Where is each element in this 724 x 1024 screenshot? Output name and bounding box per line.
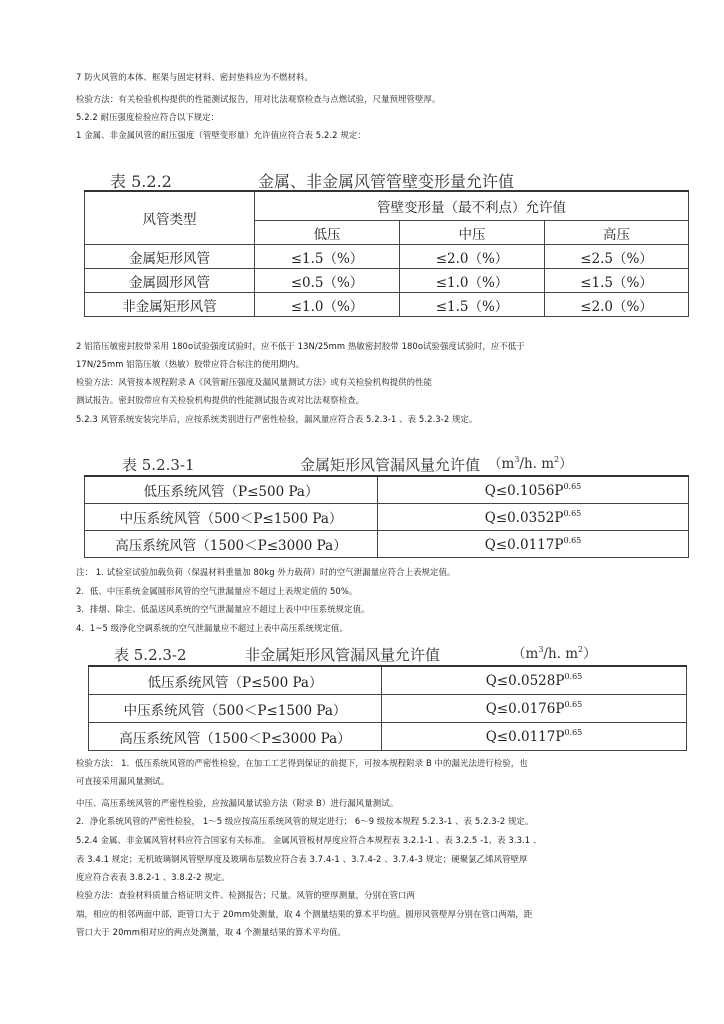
text-line: 5.2.2 耐压强度检验应符合以下规定： <box>76 112 220 122</box>
text-line: 可直接采用漏风量测试。 <box>76 776 170 786</box>
table-cell: 高压系统风管（1500＜P≤3000 Pa） <box>89 723 382 751</box>
column-group-header: 管壁变形量（最不利点）允许值 <box>255 191 689 221</box>
column-header: 高压 <box>545 221 689 245</box>
text-line: 17N/25mm 铝箔压敏（热敏）胶带应符合标注的使用期内。 <box>76 359 305 369</box>
text-line: 检验方法：风管按本规程附录 A《风管耐压强度及漏风量测试方法》或有关检验机构提供的性能 <box>76 377 433 387</box>
text-line: 5.2.3 风管系统安装完毕后，应按系统类别进行严密性检验，漏风量应符合表 5.2.3-1 、表 5.2.3-2 规定。 <box>76 414 478 424</box>
text-line: 2．低、中压系统金属圆形风管的空气泄漏量应不超过上表规定值的 50%。 <box>76 586 358 596</box>
nonmetal-leakage-table <box>88 665 687 751</box>
table-row <box>89 666 687 695</box>
table-cell: ≤1.5（%） <box>255 245 400 269</box>
table-cell: ≤1.0（%） <box>255 293 400 317</box>
table-cell: $Q\le 0.0176P^{0.65}$ <box>382 695 687 723</box>
table-cell: 中压系统风管（500＜P≤1500 Pa） <box>89 695 382 723</box>
table-cell: 低压系统风管（P≤500 Pa） <box>89 666 382 695</box>
text-line: 度应符合表表 3.8.2-1 、3.8.2-2 规定。 <box>76 872 230 882</box>
table-number: 表 5.2.3-1 <box>122 456 195 474</box>
table-cell: $Q\le 0.0117P^{0.65}$ <box>382 723 687 751</box>
table-row <box>85 531 689 558</box>
table-cell: ≤2.0（%） <box>545 293 689 317</box>
table-row <box>85 269 689 293</box>
table-row <box>85 476 689 504</box>
text-line: 7 防火风管的本体、框架与固定材料、密封垫料应为不燃材料。 <box>76 72 314 82</box>
unit-label: （$m^3/h$. $m^2$） <box>488 455 573 472</box>
text-line: 检验方法：查验材料质量合格证明文件、检测报告；尺量。风管的壁厚测量，分别在管口两 <box>76 890 415 900</box>
text-line: 2 铝箔压敏密封胶带采用 180o试验强度试验时，应不低于 13N/25mm 热敏密封胶带 180o试验强度试验时，应不低于 <box>76 341 525 351</box>
table-title: 金属、非金属风管管壁变形量允许值 <box>258 172 515 191</box>
text-line: 4．1~5 级净化空调系统的空气泄漏量应不超过上表中高压系统规定值。 <box>76 623 348 633</box>
text-line: 1 金属、非金属风管的耐压强度（管壁变形量）允许值应符合表 5.2.2 规定： <box>76 130 366 140</box>
deformation-table <box>84 190 689 317</box>
table-number: 表 5.2.3-2 <box>114 646 187 664</box>
column-header: 低压 <box>255 221 400 245</box>
table-cell: ≤1.5（%） <box>545 269 689 293</box>
text-line: 检验方法： 1．低压系统风管的严密性检验，在加工工艺得到保证的前提下，可按本规程附录 B 中的漏光法进行检验，也 <box>76 758 528 768</box>
table-cell: ≤1.5（%） <box>400 293 545 317</box>
table-cell: $Q\le 0.0352P^{0.65}$ <box>378 504 689 531</box>
metal-leakage-table <box>84 475 689 558</box>
table-row <box>85 504 689 531</box>
table-cell: 非金属矩形风管 <box>85 293 255 317</box>
text-line: 5.2.4 金属、非金属风管材料应符合国家有关标准。 金属风管板材厚度应符合本规程表 3.2.1-1 、表 3.2.5 -1、表 3.3.1 、 <box>76 835 542 845</box>
table-row <box>85 293 689 317</box>
text-line: 表 3.4.1 规定；无机玻璃钢风管壁厚度及玻璃布层数应符合表 3.7.4-1 、3.7.4-2 、3.7.4-3 规定；硬聚氯乙烯风管壁厚 <box>76 854 528 864</box>
table-title: 金属矩形风管漏风量允许值 <box>300 456 481 474</box>
table-cell: ≤0.5（%） <box>255 269 400 293</box>
text-line: 中压、高压系统风管的严密性检验，应按漏风量试验方法（附录 B）进行漏风量测试。 <box>76 798 399 808</box>
text-line: 端，相应的相邻两面中部，距管口大于 20mm处测量，取 4 个测量结果的算术平均值。圆形风管壁厚分别在管口两端，距 <box>76 909 533 919</box>
column-header: 风管类型 <box>85 191 255 245</box>
column-header: 中压 <box>400 221 545 245</box>
table-cell: 中压系统风管（500＜P≤1500 Pa） <box>85 504 378 531</box>
table-title: 非金属矩形风管漏风量允许值 <box>245 646 441 664</box>
text-line: 检验方法：有关检验机构提供的性能测试报告，用对比法观察检查与点燃试验，尺量预埋管壁厚。 <box>76 94 441 104</box>
table-cell: ≤1.0（%） <box>400 269 545 293</box>
table-row <box>85 245 689 269</box>
table-cell: $Q\le 0.1056P^{0.65}$ <box>378 476 689 504</box>
table-cell: $Q\le 0.0528P^{0.65}$ <box>382 666 687 695</box>
table-number: 表 5.2.2 <box>110 172 172 191</box>
table-cell: 低压系统风管（P≤500 Pa） <box>85 476 378 504</box>
table-cell: 金属矩形风管 <box>85 245 255 269</box>
table-cell: 金属圆形风管 <box>85 269 255 293</box>
table-cell: ≤2.5（%） <box>545 245 689 269</box>
unit-label: （$m^3/h$. $m^2$） <box>512 645 597 662</box>
text-line: 测试报告。密封胶带应有关检验机构提供的性能测试报告或对比法观察检查。 <box>76 395 365 405</box>
text-line: 2．净化系统风管的严密性检验， 1～5 级应按高压系统风管的规定进行； 6～9 级按本规程 5.2.3-1 、表 5.2.3-2 规定。 <box>76 816 534 826</box>
table-cell: ≤2.0（%） <box>400 245 545 269</box>
table-cell: $Q\le 0.0117P^{0.65}$ <box>378 531 689 558</box>
text-line: 3．排烟、除尘、低温送风系统的空气泄漏量应不超过上表中中压系统规定值。 <box>76 604 370 614</box>
table-row <box>89 695 687 723</box>
table-cell: 高压系统风管（1500＜P≤3000 Pa） <box>85 531 378 558</box>
text-line: 管口大于 20mm相对应的两点处测量，取 4 个测量结果的算术平均值。 <box>76 927 346 937</box>
text-line: 注： 1. 试验室试验加载负荷（保温材料重量加 80kg 外力载荷）时的空气泄漏量应符合上表规定值。 <box>76 567 456 577</box>
table-row <box>89 723 687 751</box>
